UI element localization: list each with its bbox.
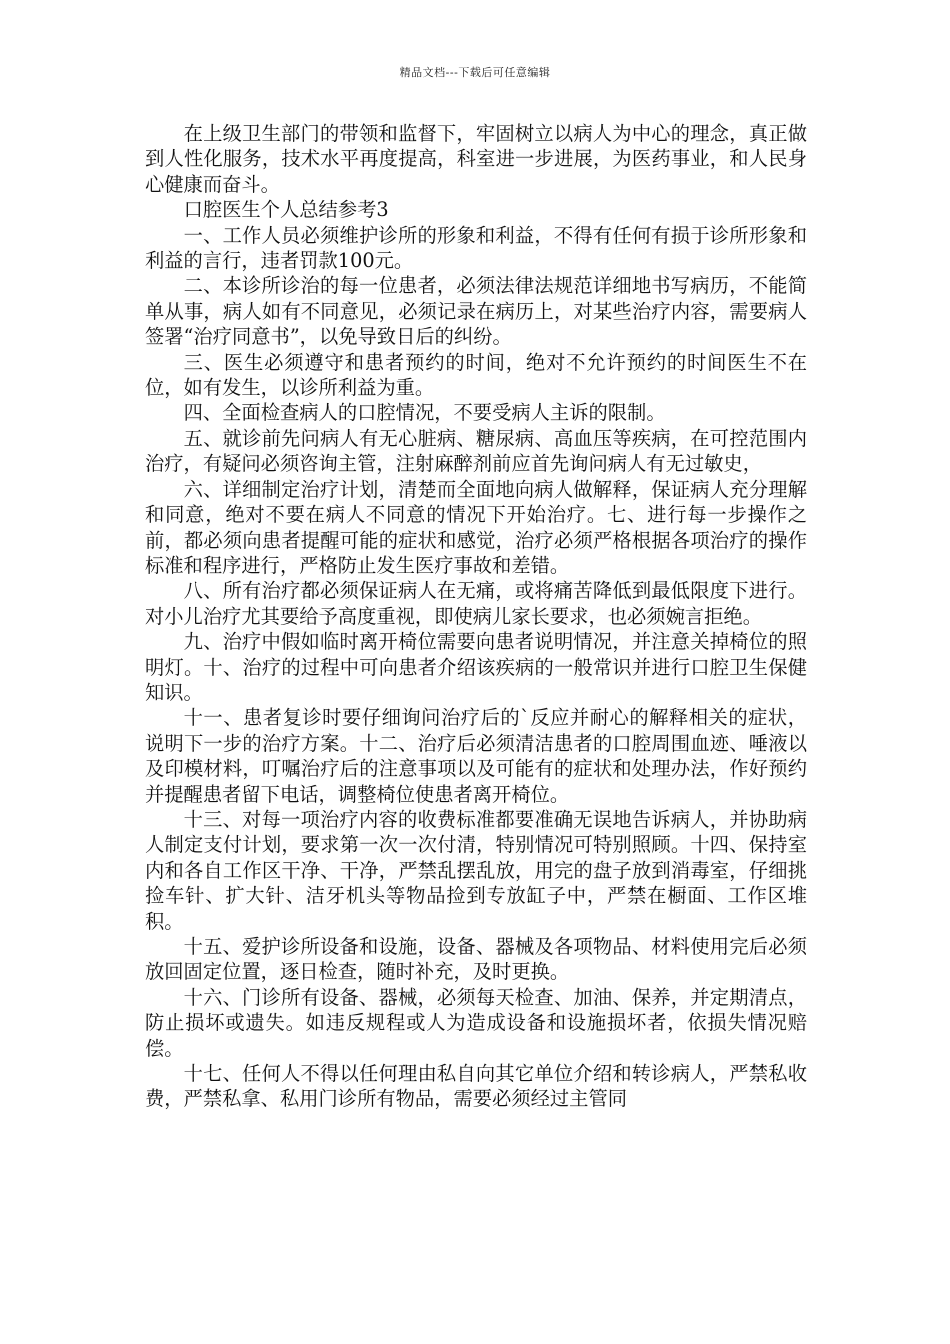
section-heading: 口腔医生个人总结参考3 [183, 198, 389, 222]
paragraph: 十三、对每一项治疗内容的收费标准都要准确无误地告诉病人，并协助病人制定支付计划，要求第一次一次付清，特别情况可特别照顾。十四、保持室内和各自工作区干净、干净，严禁乱摆乱放，用完的盘子放到消毒室，仔细挑捡车针、扩大针、洁牙机头等物品捡到专放缸子中，严禁在橱面、工作区堆积。 [145, 807, 807, 933]
document-body [145, 121, 807, 1112]
paragraph: 三、医生必须遵守和患者预约的时间，绝对不允许预约的时间医生不在位，如有发生，以诊所利益为重。 [145, 350, 807, 400]
paragraph: 二、本诊所诊治的每一位患者，必须法律法规范详细地书写病历，不能简单从事，病人如有不同意见，必须记录在病历上，对某些治疗内容，需要病人签署“治疗同意书”，以免导致日后的纠纷。 [145, 274, 807, 349]
paragraph: 一、工作人员必须维护诊所的形象和利益，不得有任何有损于诊所形象和利益的言行，违者罚款100元。 [145, 223, 807, 273]
paragraph: 八、所有治疗都必须保证病人在无痛，或将痛苦降低到最低限度下进行。对小儿治疗尤其要给予高度重视，即使病儿家长要求，也必须婉言拒绝。 [145, 579, 807, 628]
paragraph: 在上级卫生部门的带领和监督下，牢固树立以病人为中心的理念，真正做到人性化服务，技术水平再度提高，科室进一步进展，为医药事业，和人民身心健康而奋斗。 [145, 122, 807, 196]
paragraph: 十五、爱护诊所设备和设施，设备、器械及各项物品、材料使用完后必须放回固定位置，逐日检查，随时补充，及时更换。 [145, 935, 807, 984]
paragraph: 十六、门诊所有设备、器械，必须每天检查、加油、保养，并定期清点，防止损坏或遗失。如违反规程或人为造成设备和设施损坏者，依损失情况赔偿。 [145, 985, 807, 1060]
paragraph: 四、全面检查病人的口腔情况，不要受病人主诉的限制。 [183, 401, 666, 425]
page-header: 精品文档---下载后可任意编辑 [399, 66, 551, 79]
paragraph: 十一、患者复诊时要仔细询问治疗后的`反应并耐心的解释相关的症状，说明下一步的治疗方案。十二、治疗后必须清洁患者的口腔周围血迹、唾液以及印模材料，叮嘱治疗后的注意事项以及可能有的症状和处理办法，作好预约并提醒患者留下电话，调整椅位使患者离开椅位。 [145, 706, 807, 806]
paragraph: 六、详细制定治疗计划，清楚而全面地向病人做解释，保证病人充分理解和同意，绝对不要在病人不同意的情况下开始治疗。七、进行每一步操作之前，都必须向患者提醒可能的症状和感觉，治疗必须严格根据各项治疗的操作标准和程序进行，严格防止发生医疗事故和差错。 [145, 477, 807, 577]
paragraph: 九、治疗中假如临时离开椅位需要向患者说明情况，并注意关掉椅位的照明灯。十、治疗的过程中可向患者介绍该疾病的一般常识并进行口腔卫生保健知识。 [145, 630, 807, 704]
paragraph: 五、就诊前先问病人有无心脏病、糖尿病、高血压等疾病，在可控范围内治疗，有疑问必须咨询主管，注射麻醉剂前应首先询问病人有无过敏史， [145, 426, 807, 476]
paragraph: 十七、任何人不得以任何理由私自向其它单位介绍和转诊病人，严禁私收费，严禁私拿、私用门诊所有物品，需要必须经过主管同 [145, 1062, 807, 1111]
